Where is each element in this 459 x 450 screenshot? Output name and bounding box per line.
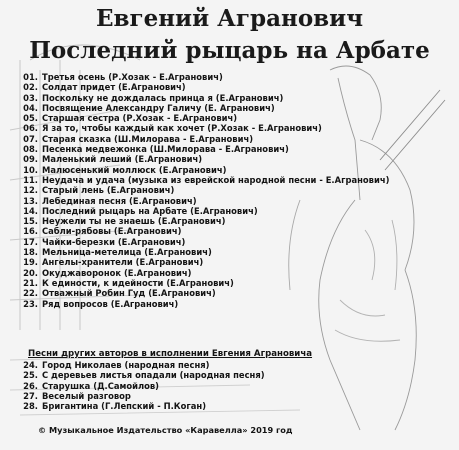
- track-title: Ряд вопросов (Е.Агранович): [42, 298, 179, 309]
- track-title: Солдат придет (Е.Агранович): [42, 82, 186, 93]
- track-title: Чайки-березки (Е.Агранович): [42, 236, 186, 247]
- track-number: 21.: [23, 277, 38, 288]
- track-item: [22, 72, 452, 82]
- track-number: 13.: [23, 195, 38, 206]
- track-title: Посвящение Александру Галичу (Е. Агранович): [42, 102, 275, 113]
- track-item: [22, 165, 452, 175]
- track-title: Бригантина (Г.Лепский - П.Коган): [42, 401, 207, 412]
- track-item: [22, 237, 452, 247]
- track-number: 22.: [23, 288, 38, 299]
- track-title: Старый лень (Е.Агранович): [42, 185, 175, 196]
- track-title: Третья осень (Р.Хозак - Е.Агранович): [42, 72, 223, 82]
- track-item: [22, 288, 452, 298]
- track-item: [22, 206, 452, 216]
- track-title: Город Николаев (народная песня): [42, 360, 210, 370]
- copyright-notice: © Музыкальное Издательство «Каравелла» 2019 год: [38, 425, 293, 435]
- track-title: Я за то, чтобы каждый как хочет (Р.Хозак - Е.Агранович): [42, 123, 322, 134]
- track-number: 23.: [23, 298, 38, 309]
- track-item: [22, 113, 452, 123]
- track-number: 12.: [23, 185, 38, 196]
- track-number: 05.: [23, 113, 38, 124]
- track-list: [22, 72, 452, 309]
- track-title: К единости, к идейности (Е.Агранович): [42, 277, 234, 288]
- track-title: Отважный Робин Гуд (Е.Агранович): [42, 288, 216, 299]
- track-item: [22, 144, 452, 154]
- track-item: [22, 268, 452, 278]
- track-title: Маленький леший (Е.Агранович): [42, 154, 203, 165]
- album-title: Последний рыцарь на Арбате: [29, 37, 430, 64]
- track-title: Мельница-метелица (Е.Агранович): [42, 247, 212, 258]
- track-title: Лебединая песня (Е.Агранович): [42, 195, 197, 206]
- track-number: 27.: [23, 390, 38, 401]
- track-number: 07.: [23, 133, 38, 144]
- track-title: Последний рыцарь на Арбате (Е.Агранович): [42, 205, 258, 216]
- track-title: Малюсенький моллюск (Е.Агранович): [42, 164, 227, 175]
- track-item: [22, 185, 452, 195]
- track-item: [22, 175, 452, 185]
- track-item: [22, 123, 452, 133]
- track-item: [22, 391, 452, 401]
- track-item: [22, 247, 452, 257]
- track-item: [22, 278, 452, 288]
- track-item: [22, 401, 452, 411]
- track-item: [22, 154, 452, 164]
- track-item: [22, 381, 452, 391]
- track-number: 08.: [23, 144, 38, 155]
- track-item: [22, 360, 452, 370]
- track-item: [22, 370, 452, 380]
- track-title: Окуджаворонок (Е.Агранович): [42, 267, 192, 278]
- track-title: Неужели ты не знаешь (Е.Агранович): [42, 216, 226, 227]
- track-number: 06.: [23, 123, 38, 134]
- track-number: 09.: [23, 154, 38, 165]
- track-number: 19.: [23, 257, 38, 268]
- track-item: [22, 196, 452, 206]
- track-title: Песенка медвежонка (Ш.Милорава - Е.Агранович): [42, 144, 289, 155]
- track-title: Ангелы-хранители (Е.Агранович): [42, 257, 204, 268]
- other-authors-track-list: [22, 360, 452, 411]
- track-number: 15.: [23, 216, 38, 227]
- track-number: 01.: [23, 72, 38, 82]
- track-title: Неудача и удача (музыка из еврейской народной песни - Е.Агранович): [42, 174, 390, 185]
- track-item: [22, 216, 452, 226]
- track-title: Поскольку не дождалась принца я (Е.Агранович): [42, 92, 284, 103]
- track-number: 17.: [23, 236, 38, 247]
- track-number: 04.: [23, 102, 38, 113]
- track-number: 10.: [23, 164, 38, 175]
- track-number: 14.: [23, 205, 38, 216]
- track-title: С деревьев листья опадали (народная песня): [42, 370, 265, 381]
- track-number: 24.: [23, 360, 38, 370]
- track-item: [22, 103, 452, 113]
- track-item: [22, 226, 452, 236]
- track-number: 28.: [23, 401, 38, 412]
- track-number: 16.: [23, 226, 38, 237]
- track-title: Сабли-рябовы (Е.Агранович): [42, 226, 182, 237]
- track-item: [22, 82, 452, 92]
- track-title: Старшая сестра (Р.Хозак - Е.Агранович): [42, 113, 238, 124]
- track-title: Веселый разговор: [42, 390, 131, 401]
- track-item: [22, 134, 452, 144]
- other-authors-heading: Песни других авторов в исполнении Евгения Аграновича: [28, 349, 313, 359]
- track-title: Старая сказка (Ш.Милорава - Е.Агранович): [42, 133, 254, 144]
- track-number: 18.: [23, 247, 38, 258]
- artist-name: Евгений Агранович: [95, 5, 364, 32]
- track-item: [22, 93, 452, 103]
- track-number: 26.: [23, 380, 38, 391]
- track-number: 03.: [23, 92, 38, 103]
- track-item: [22, 299, 452, 309]
- track-number: 02.: [23, 82, 38, 93]
- track-number: 25.: [23, 370, 38, 381]
- track-item: [22, 257, 452, 267]
- track-title: Старушка (Д.Самойлов): [42, 380, 160, 391]
- track-number: 20.: [23, 267, 38, 278]
- track-number: 11.: [23, 174, 38, 185]
